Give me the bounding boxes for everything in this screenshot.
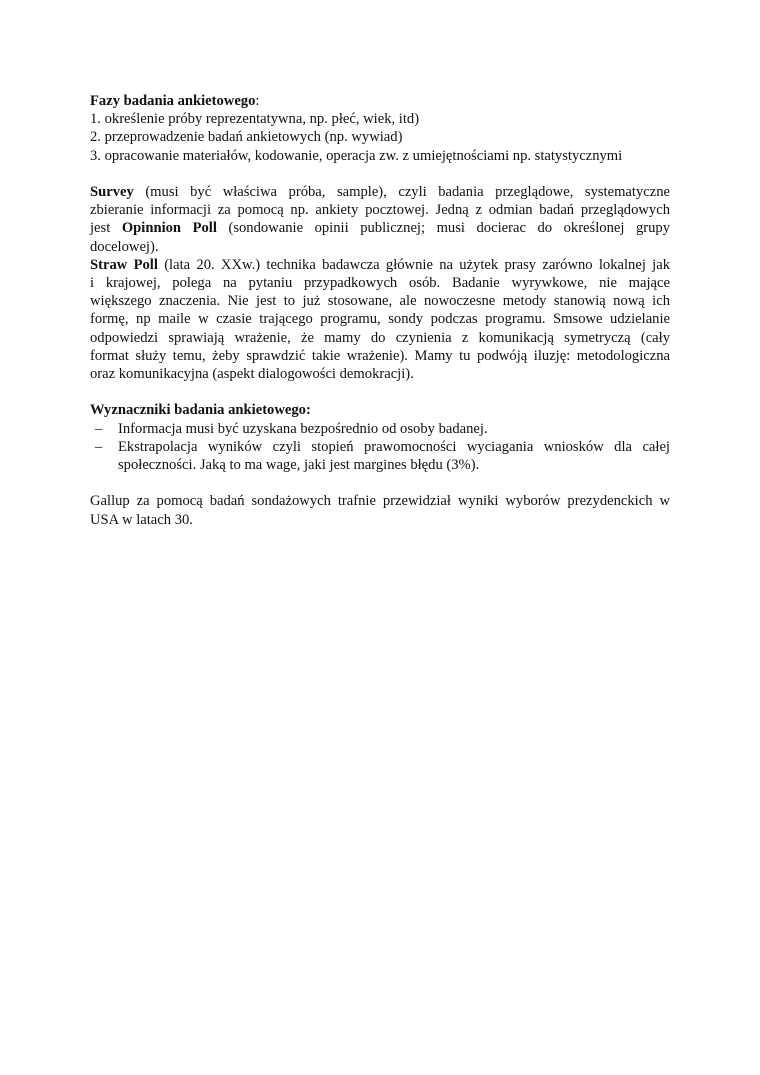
spacer bbox=[90, 383, 670, 401]
straw-line-6: format służy temu, żeby sprawdzić takie wrażenie). Mamy tu podwóją iluzję: metodologiczna bbox=[90, 347, 670, 364]
list-item bbox=[90, 438, 670, 474]
determinant-item-2-line-1: Ekstrapolacja wyników czyli stopień prawomocności wyciagania wniosków dla całej bbox=[118, 438, 670, 455]
survey-line-3-text: (sondowanie opinii publicznej; musi docierac do określonej grupy bbox=[216, 220, 670, 237]
section-heading-phases bbox=[90, 92, 670, 110]
straw-line-1 bbox=[90, 256, 670, 274]
gallup-paragraph bbox=[90, 492, 670, 528]
straw-line-5: odpowiedzi sprawiają wrażenie, że mamy do czynienia z komunikacją symetryczą (cały bbox=[90, 329, 670, 346]
spacer bbox=[90, 474, 670, 492]
gallup-line-2: USA w latach 30. bbox=[90, 511, 193, 528]
straw-line-2: i krajowej, polega na pytaniu przypadkowych osób. Badanie wyrywkowe, nie mające bbox=[90, 275, 670, 292]
section-heading-determinants bbox=[90, 401, 670, 419]
dash-bullet-icon: – bbox=[95, 420, 103, 437]
straw-poll-term: Straw Poll bbox=[90, 256, 158, 273]
survey-line-3 bbox=[90, 219, 670, 237]
survey-paragraph bbox=[90, 183, 670, 256]
straw-line-4: formę, np maile w czasie trającego programu, sondy podczas programu. Smsowe udzielanie bbox=[90, 311, 670, 328]
heading-determinants-title: Wyznaczniki badania ankietowego: bbox=[90, 402, 311, 419]
heading-phases-colon: : bbox=[255, 93, 260, 109]
survey-line-1 bbox=[90, 183, 670, 201]
phase-item-1: 1. określenie próby reprezentatywna, np. płeć, wiek, itd) bbox=[90, 111, 420, 128]
phase-item-3: 3. opracowanie materiałów, kodowanie, operacja zw. z umiejętnościami np. statystycznymi bbox=[90, 147, 623, 164]
phase-item-2: 2. przeprowadzenie badań ankietowych (np. wywiad) bbox=[90, 129, 403, 146]
gallup-line-1: Gallup za pomocą badań sondażowych trafnie przewidział wyniki wyborów prezydenckich w bbox=[90, 493, 670, 510]
opinion-poll-term: Opinnion Poll bbox=[121, 220, 217, 237]
survey-line-4: docelowej). bbox=[90, 238, 159, 255]
straw-line-7: oraz komunikacyjna (aspekt dialogowości demokracji). bbox=[90, 366, 414, 383]
dash-bullet-icon: – bbox=[95, 438, 103, 455]
heading-phases-title: Fazy badania ankietowego bbox=[90, 93, 256, 109]
determinants-list bbox=[90, 420, 670, 475]
determinant-item-2-line-2: społeczności. Jaką to ma wage, jaki jest margines błędu (3%). bbox=[118, 457, 480, 474]
straw-line-3: większego znaczenia. Nie jest to już stosowane, ale nowoczesne metody stanowią nową ich bbox=[90, 293, 670, 310]
determinant-item-1: Informacja musi być uzyskana bezpośrednio od osoby badanej. bbox=[118, 420, 488, 437]
spacer bbox=[90, 165, 670, 183]
document-page bbox=[90, 92, 670, 529]
survey-line-1-text: (musi być właściwa próba, sample), czyli badania przeglądowe, systematyczne bbox=[133, 184, 670, 200]
survey-term: Survey bbox=[90, 184, 134, 200]
straw-poll-paragraph bbox=[90, 256, 670, 383]
straw-line-1-text: (lata 20. XXw.) technika badawcza głównie na użytek prasy zarówno lokalnej jak bbox=[157, 256, 670, 273]
survey-line-3-pre: jest bbox=[90, 220, 122, 237]
survey-line-2: zbieranie informacji za pomocą np. ankiety pocztowej. Jedną z odmian badań przeglądowych bbox=[90, 202, 670, 219]
list-item bbox=[90, 420, 670, 438]
